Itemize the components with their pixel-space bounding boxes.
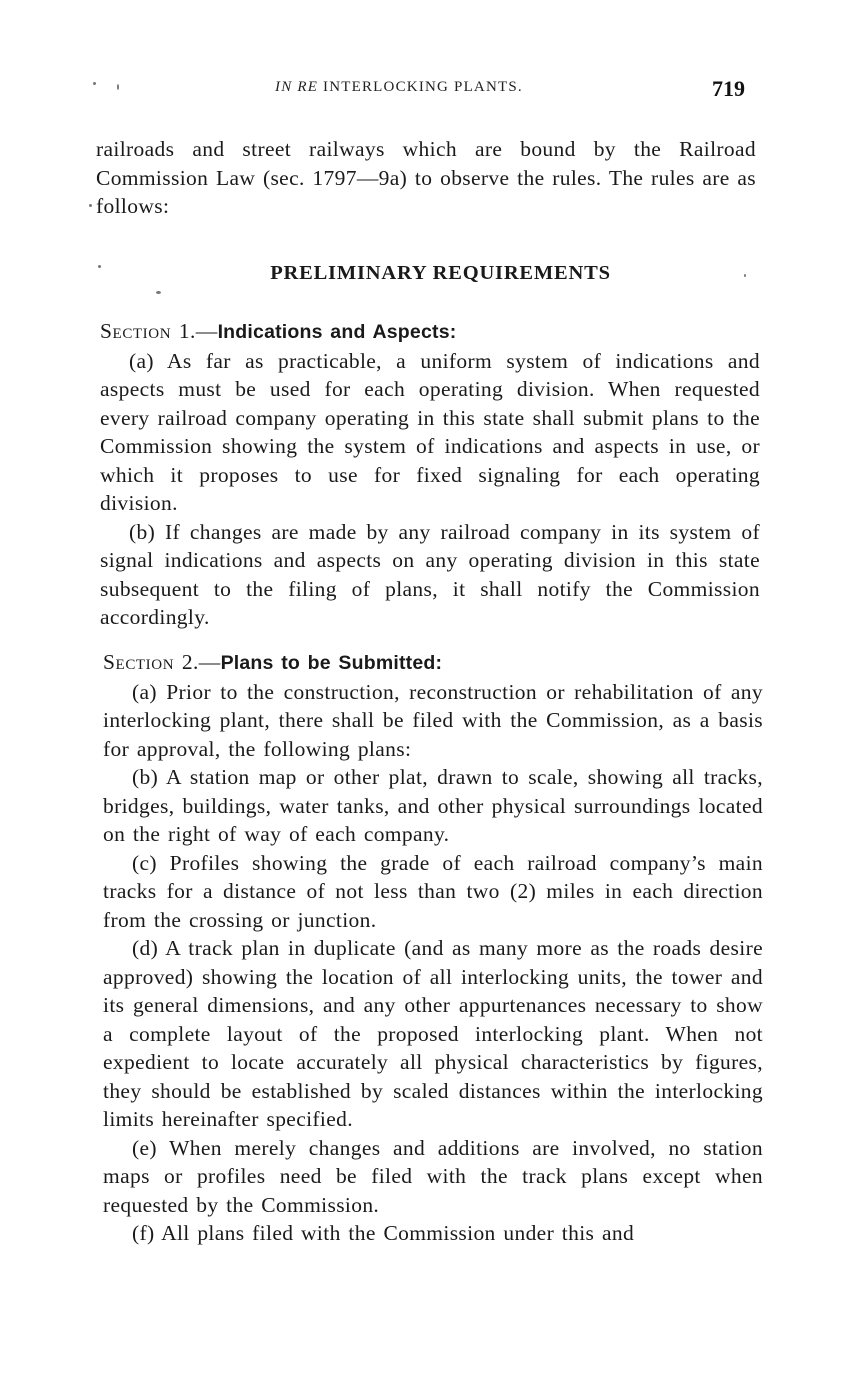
running-title [275, 79, 523, 96]
section-1-number: 1.— [171, 319, 218, 343]
section-2-paragraph-c: (c) Profiles showing the grade of each railroad company’s main tracks for a distance of not less than two (2) miles in each direction from the crossing or junction. [103, 850, 763, 932]
section-1-heading [100, 317, 760, 347]
section-2-heading [103, 648, 763, 678]
section-1-word: Section [100, 319, 172, 343]
page-number: 719 [712, 76, 745, 101]
section-2 [103, 648, 763, 1248]
section-1-title: Indications and Aspects: [217, 321, 457, 343]
section-2-title: Plans to be Submitted: [220, 652, 443, 674]
running-title-rest: INTERLOCKING PLANTS. [318, 79, 523, 95]
section-1-paragraph-a: (a) As far as practicable, a uniform system of indications and aspects must be used for each operating division. When requested every railroad company operating in this state shall submit plans to the Commission showing the system of indications and aspects in use, or which it proposes to use for fixed signaling for each operating division. [100, 348, 760, 515]
section-1 [100, 317, 760, 632]
section-2-paragraph-e: (e) When merely changes and additions are involved, no station maps or profiles need be filed with the track plans except when requested by the Commission. [103, 1135, 763, 1217]
section-2-paragraph-b: (b) A station map or other plat, drawn to scale, showing all tracks, bridges, buildings, water tanks, and other physical surroundings located on the right of way of each company. [103, 765, 763, 846]
running-title-italic: IN RE [275, 79, 319, 95]
running-header [0, 76, 867, 106]
main-heading [0, 262, 867, 285]
section-2-paragraph-a: (a) Prior to the construction, reconstruction or rehabilitation of any interlocking plant, there shall be filed with the Commission, as a basis for approval, the following plans: [103, 679, 763, 761]
intro-block [96, 135, 756, 221]
main-heading-text: PRELIMINARY REQUIREMENTS [270, 262, 611, 284]
intro-paragraph: railroads and street railways which are bound by the Railroad Commission Law (sec. 1797—9a) to observe the rules. The rules are as follows: [96, 137, 756, 218]
section-2-word: Section [103, 650, 175, 674]
section-2-paragraph-f: (f) All plans filed with the Commission under this and [132, 1221, 635, 1245]
section-2-number: 2.— [174, 650, 221, 674]
section-2-paragraph-d: (d) A track plan in duplicate (and as many more as the roads desire approved) showing the location of all interlocking units, the tower and its general dimensions, and any other appurtenances necessary to show a complete layout of the proposed interlocking plant. When not expedient to locate accurately all physical characteristics by figures, they should be established by scaled distances within the interlocking limits hereinafter specified. [103, 936, 763, 1131]
section-1-paragraph-b: (b) If changes are made by any railroad company in its system of signal indications and aspects on any operating division in this state subsequent to the filing of plans, it shall notify the Commission accordingly. [100, 519, 760, 629]
scan-speck [89, 204, 92, 207]
scan-speck [156, 291, 161, 294]
